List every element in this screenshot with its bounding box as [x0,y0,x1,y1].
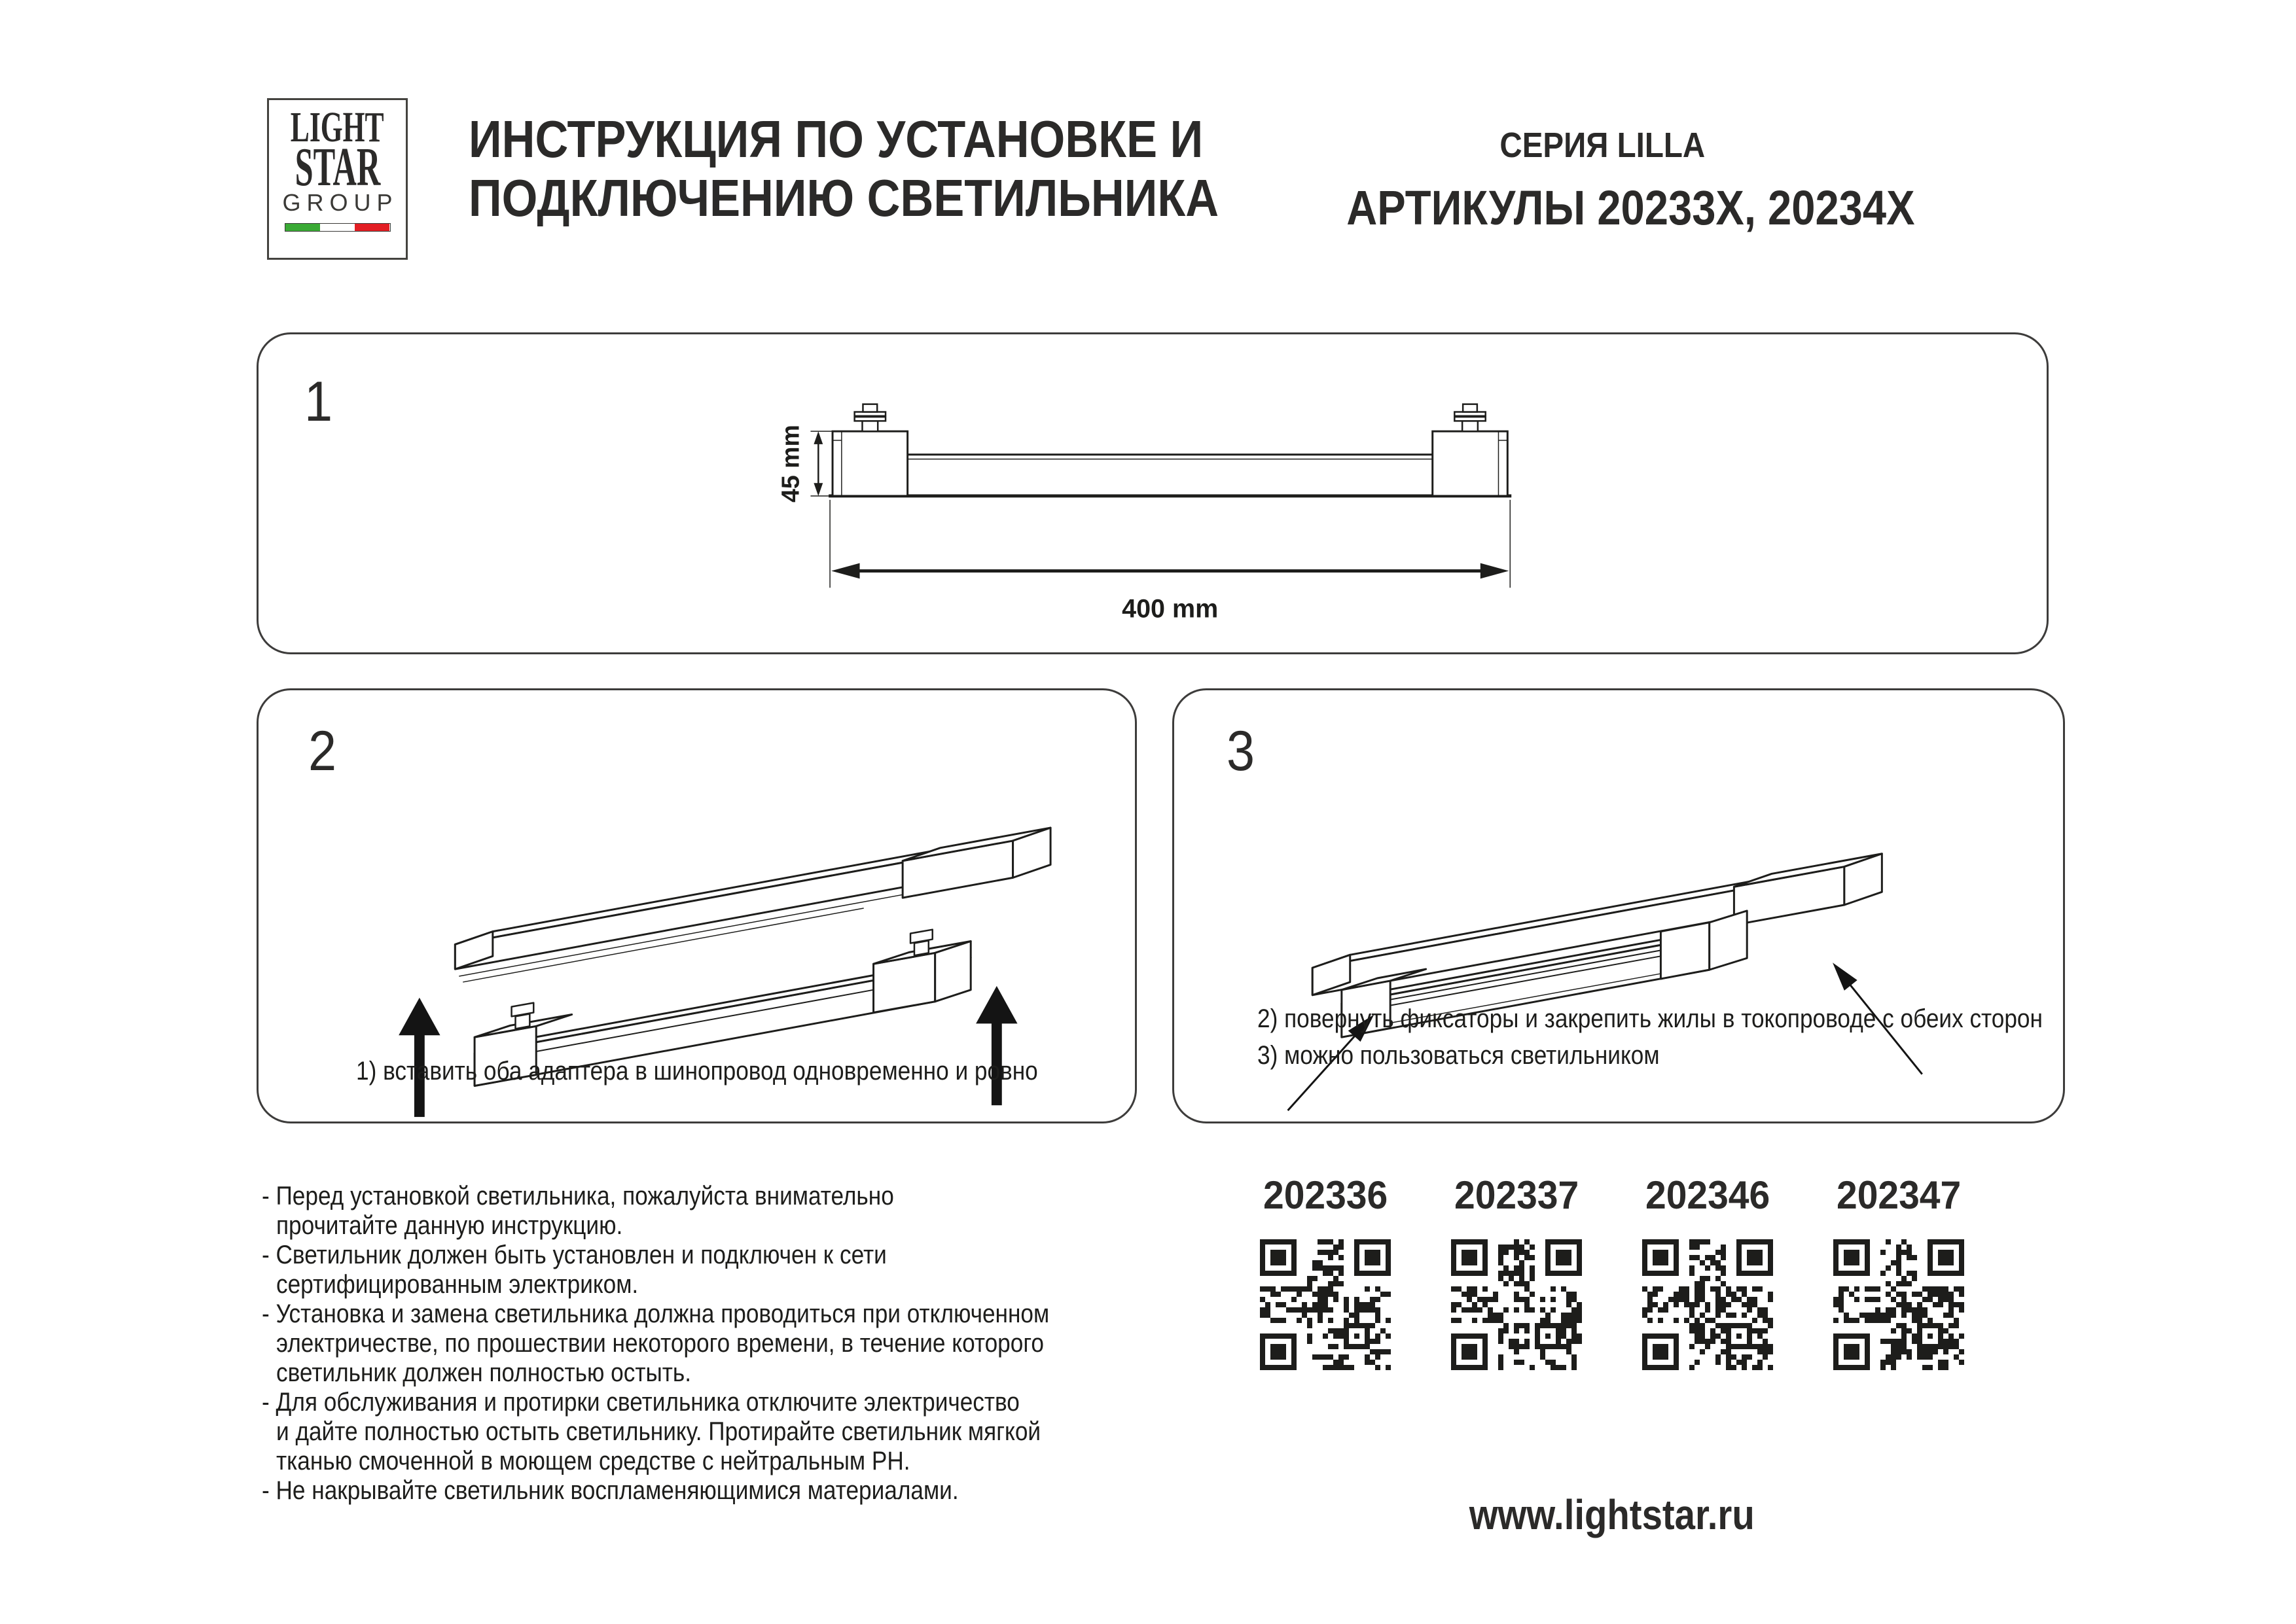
logo-word-light: LIGHT [291,103,384,151]
articles-title: АРТИКУЛЫ 20233X, 20234X [1346,181,1915,235]
step2-caption: 1) вставить оба адаптера в шинопровод одновременно и ровно [355,1057,1038,1086]
length-dimension-label: 400 mm [1122,594,1219,624]
qr-code [1642,1239,1773,1370]
safety-line: электричестве, по прошествии некоторого времени, в течение которого [276,1329,1044,1358]
safety-line: - Не накрывайте светильник воспламеняющимися материалами. [262,1476,959,1505]
page-title [469,110,1287,228]
article-column [1642,1175,1773,1370]
website-url: www.lightstar.ru [1469,1491,1755,1538]
safety-line: - Установка и замена светильника должна проводиться при отключенном [262,1299,1050,1328]
step-number-1: 1 [304,370,333,433]
fixture-side-view-drawing [259,334,2047,652]
safety-line: тканью смоченной в моющем средстве с нейтральным PH. [276,1447,910,1475]
series-header [1308,126,1915,235]
step-number-3: 3 [1227,720,1255,783]
article-column [1833,1175,1964,1370]
italian-flag-stripe [285,223,391,232]
qr-code [1833,1239,1964,1370]
article-code: 202347 [1836,1173,1962,1217]
article-qr-row [1260,1175,1964,1370]
article-code: 202337 [1454,1173,1579,1217]
article-code: 202336 [1263,1173,1388,1217]
logo-word-star: STAR [295,137,380,198]
qr-code [1451,1239,1582,1370]
panel-step-1 [257,332,2049,654]
lightstar-logo [267,98,408,260]
step-number-2: 2 [308,720,337,783]
safety-line: - Перед установкой светильника, пожалуйста внимательно [262,1182,894,1210]
step3-caption-line1: 2) повернуть фиксаторы и закрепить жилы в токопроводе с обеих сторон [1257,1004,2043,1033]
panel-step-3 [1172,688,2065,1123]
safety-line: сертифицированным электриком. [276,1270,639,1299]
safety-notes [262,1182,1178,1506]
safety-line: прочитайте данную инструкцию. [276,1211,623,1240]
article-column [1451,1175,1582,1370]
safety-line: - Для обслуживания и протирки светильника отключите электричество [262,1388,1020,1417]
page-title-line1: ИНСТРУКЦИЯ ПО УСТАНОВКЕ И [469,110,1204,168]
article-column [1260,1175,1391,1370]
height-dimension-label: 45 mm [776,425,804,503]
page-title-line2: ПОДКЛЮЧЕНИЮ СВЕТИЛЬНИКА [469,169,1219,227]
flag-green-segment [285,224,320,231]
step3-captions [1257,1000,2043,1074]
flag-white-segment [320,224,355,231]
safety-line: и дайте полностью остыть светильнику. Протирайте светильник мягкой [276,1417,1041,1446]
flag-red-segment [355,224,389,231]
safety-line: светильник должен полностью остыть. [276,1358,691,1387]
article-code: 202346 [1645,1173,1770,1217]
panel-step-2 [257,688,1137,1123]
logo-word-group: GROUP [282,189,399,216]
series-name: СЕРИЯ LILLA [1499,126,1705,165]
safety-line: - Светильник должен быть установлен и подключен к сети [262,1241,887,1269]
step3-caption-line2: 3) можно пользоваться светильником [1257,1041,1660,1070]
qr-code [1260,1239,1391,1370]
